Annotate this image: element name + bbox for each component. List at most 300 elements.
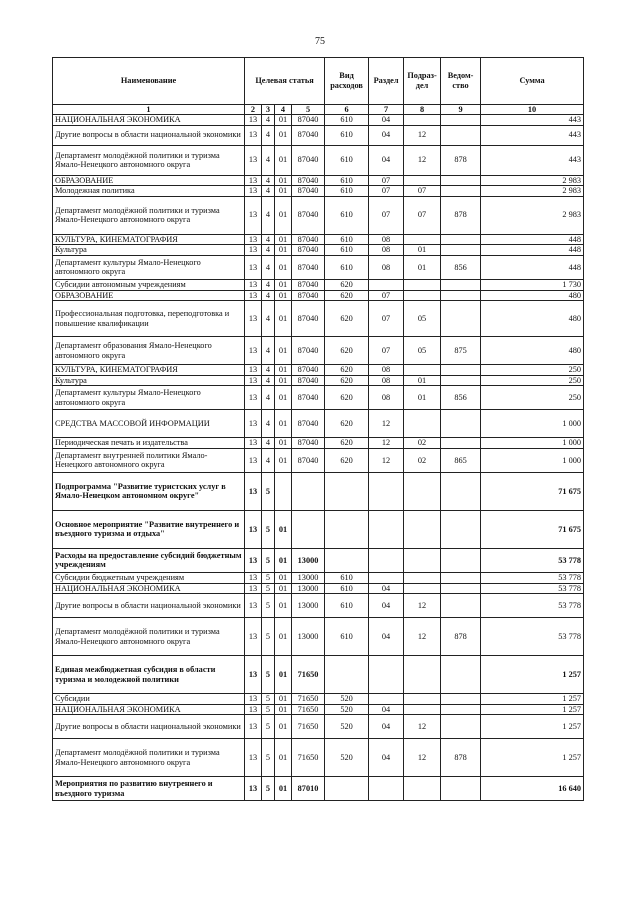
column-number: 4: [275, 105, 292, 115]
cell-name: Единая межбюджетная субсидия в области туризма и молодежной политики: [53, 656, 245, 694]
cell-name: Культура: [53, 375, 245, 386]
cell-name: Молодежная политика: [53, 186, 245, 197]
table-row: [53, 472, 584, 510]
table-row: [53, 125, 584, 145]
cell-section: 08: [369, 386, 404, 410]
cell-amount: 16 640: [481, 777, 584, 801]
cell-expense-type: 620: [325, 337, 369, 365]
cell-subsection: 05: [404, 301, 441, 337]
cell-target-2: 4: [262, 290, 275, 301]
cell-department: [441, 234, 481, 245]
cell-name: НАЦИОНАЛЬНАЯ ЭКОНОМИКА: [53, 704, 245, 715]
cell-subsection: [404, 410, 441, 438]
cell-target-3: 01: [275, 115, 292, 126]
cell-name: НАЦИОНАЛЬНАЯ ЭКОНОМИКА: [53, 115, 245, 126]
cell-target-2: 4: [262, 145, 275, 175]
cell-target-2: 4: [262, 410, 275, 438]
cell-target-2: 5: [262, 472, 275, 510]
cell-department: [441, 438, 481, 449]
budget-table: [52, 57, 584, 801]
cell-department: 878: [441, 739, 481, 777]
cell-target-1: 13: [245, 145, 262, 175]
cell-name: Другие вопросы в области национальной экономики: [53, 715, 245, 739]
cell-name: КУЛЬТУРА, КИНЕМАТОГРАФИЯ: [53, 234, 245, 245]
cell-target-2: 4: [262, 365, 275, 376]
cell-target-2: 4: [262, 115, 275, 126]
header-row: [53, 58, 584, 105]
cell-target-3: 01: [275, 777, 292, 801]
cell-department: 875: [441, 337, 481, 365]
cell-name: Департамент культуры Ямало-Ненецкого автономного округа: [53, 386, 245, 410]
table-row: [53, 594, 584, 618]
cell-department: [441, 301, 481, 337]
cell-expense-type: 610: [325, 115, 369, 126]
cell-section: 04: [369, 618, 404, 656]
cell-amount: 1 730: [481, 279, 584, 290]
cell-expense-type: [325, 656, 369, 694]
table-row: [53, 583, 584, 594]
cell-expense-type: 620: [325, 410, 369, 438]
cell-subsection: [404, 175, 441, 186]
cell-department: [441, 115, 481, 126]
column-number: 5: [292, 105, 325, 115]
cell-subsection: [404, 656, 441, 694]
cell-section: 12: [369, 410, 404, 438]
cell-expense-type: 620: [325, 375, 369, 386]
cell-target-4: 87040: [292, 365, 325, 376]
cell-amount: 250: [481, 375, 584, 386]
cell-department: [441, 245, 481, 256]
cell-target-4: 71650: [292, 715, 325, 739]
cell-target-4: 13000: [292, 594, 325, 618]
cell-target-1: 13: [245, 656, 262, 694]
cell-target-2: 5: [262, 715, 275, 739]
cell-section: [369, 777, 404, 801]
cell-target-1: 13: [245, 279, 262, 290]
cell-department: 856: [441, 255, 481, 279]
header-expense-type: Вид расходов: [325, 58, 369, 105]
cell-target-4: 87040: [292, 375, 325, 386]
cell-target-1: 13: [245, 337, 262, 365]
cell-section: [369, 510, 404, 548]
table-row: [53, 279, 584, 290]
cell-expense-type: 610: [325, 594, 369, 618]
cell-target-2: 4: [262, 375, 275, 386]
cell-amount: 443: [481, 125, 584, 145]
cell-expense-type: 610: [325, 186, 369, 197]
table-row: [53, 255, 584, 279]
cell-subsection: [404, 290, 441, 301]
cell-name: Периодическая печать и издательства: [53, 438, 245, 449]
cell-subsection: 07: [404, 186, 441, 197]
cell-section: 04: [369, 125, 404, 145]
column-number: 2: [245, 105, 262, 115]
cell-amount: 2 983: [481, 196, 584, 234]
cell-subsection: [404, 234, 441, 245]
cell-name: Департамент молодёжной политики и туризма Ямало-Ненецкого автономного округа: [53, 618, 245, 656]
cell-department: [441, 583, 481, 594]
cell-section: 04: [369, 594, 404, 618]
cell-subsection: 01: [404, 255, 441, 279]
cell-target-4: 87040: [292, 115, 325, 126]
cell-target-2: 5: [262, 572, 275, 583]
cell-section: [369, 694, 404, 705]
table-row: [53, 618, 584, 656]
cell-target-2: 5: [262, 618, 275, 656]
cell-target-4: 87040: [292, 125, 325, 145]
cell-department: [441, 290, 481, 301]
cell-target-4: [292, 472, 325, 510]
table-row: [53, 196, 584, 234]
cell-section: 12: [369, 448, 404, 472]
table-row: [53, 375, 584, 386]
cell-target-3: 01: [275, 125, 292, 145]
cell-target-1: 13: [245, 704, 262, 715]
cell-subsection: [404, 694, 441, 705]
cell-target-4: 87040: [292, 301, 325, 337]
cell-name: Департамент молодёжной политики и туризма Ямало-Ненецкого автономного округа: [53, 739, 245, 777]
cell-section: 08: [369, 375, 404, 386]
cell-amount: 448: [481, 255, 584, 279]
table-row: [53, 739, 584, 777]
cell-name: Мероприятия по развитию внутреннего и въездного туризма: [53, 777, 245, 801]
cell-target-2: 4: [262, 337, 275, 365]
cell-target-4: 87040: [292, 234, 325, 245]
cell-department: [441, 656, 481, 694]
column-number: 8: [404, 105, 441, 115]
table-row: [53, 656, 584, 694]
cell-target-3: 01: [275, 337, 292, 365]
cell-target-3: 01: [275, 704, 292, 715]
cell-name: Департамент молодёжной политики и туризма Ямало-Ненецкого автономного округа: [53, 196, 245, 234]
cell-target-2: 5: [262, 777, 275, 801]
cell-amount: 53 778: [481, 572, 584, 583]
cell-expense-type: 610: [325, 583, 369, 594]
cell-target-1: 13: [245, 365, 262, 376]
cell-amount: 1 257: [481, 715, 584, 739]
table-row: [53, 572, 584, 583]
cell-name: ОБРАЗОВАНИЕ: [53, 175, 245, 186]
table-row: [53, 145, 584, 175]
cell-target-3: 01: [275, 186, 292, 197]
cell-target-1: 13: [245, 290, 262, 301]
cell-section: 07: [369, 301, 404, 337]
cell-target-2: 4: [262, 245, 275, 256]
cell-expense-type: 620: [325, 438, 369, 449]
table-row: [53, 290, 584, 301]
header-amount: Сумма: [481, 58, 584, 105]
table-row: [53, 175, 584, 186]
cell-expense-type: 610: [325, 175, 369, 186]
cell-section: 12: [369, 438, 404, 449]
cell-target-2: 4: [262, 186, 275, 197]
column-number-row: [53, 105, 584, 115]
cell-section: 07: [369, 337, 404, 365]
cell-expense-type: 610: [325, 145, 369, 175]
cell-section: 08: [369, 255, 404, 279]
cell-target-4: 87040: [292, 145, 325, 175]
table-row: [53, 386, 584, 410]
cell-target-3: 01: [275, 448, 292, 472]
column-number: 7: [369, 105, 404, 115]
cell-subsection: [404, 572, 441, 583]
header-department: Ведом-ство: [441, 58, 481, 105]
cell-expense-type: 620: [325, 301, 369, 337]
cell-expense-type: 610: [325, 255, 369, 279]
cell-name: СРЕДСТВА МАССОВОЙ ИНФОРМАЦИИ: [53, 410, 245, 438]
cell-subsection: [404, 365, 441, 376]
cell-target-2: 5: [262, 704, 275, 715]
cell-amount: 2 983: [481, 186, 584, 197]
cell-target-1: 13: [245, 245, 262, 256]
cell-amount: 1 257: [481, 656, 584, 694]
cell-expense-type: 620: [325, 386, 369, 410]
table-row: [53, 448, 584, 472]
cell-target-4: 13000: [292, 572, 325, 583]
cell-target-2: 4: [262, 279, 275, 290]
cell-department: [441, 510, 481, 548]
cell-subsection: 12: [404, 125, 441, 145]
cell-expense-type: 520: [325, 694, 369, 705]
cell-target-1: 13: [245, 548, 262, 572]
cell-target-1: 13: [245, 694, 262, 705]
cell-subsection: [404, 472, 441, 510]
cell-subsection: 02: [404, 438, 441, 449]
cell-name: Профессиональная подготовка, переподготовка и повышение квалификации: [53, 301, 245, 337]
cell-target-3: 01: [275, 594, 292, 618]
cell-target-4: 87040: [292, 448, 325, 472]
table-row: [53, 234, 584, 245]
cell-section: 04: [369, 704, 404, 715]
cell-target-2: 4: [262, 438, 275, 449]
cell-target-4: 87040: [292, 337, 325, 365]
table-row: [53, 410, 584, 438]
cell-subsection: [404, 777, 441, 801]
cell-subsection: 05: [404, 337, 441, 365]
cell-section: [369, 572, 404, 583]
cell-target-2: 5: [262, 510, 275, 548]
table-row: [53, 186, 584, 197]
cell-section: 07: [369, 290, 404, 301]
cell-target-4: 87040: [292, 410, 325, 438]
cell-expense-type: 610: [325, 234, 369, 245]
column-number: 3: [262, 105, 275, 115]
cell-target-1: 13: [245, 438, 262, 449]
cell-department: [441, 186, 481, 197]
header-section: Раздел: [369, 58, 404, 105]
cell-target-4: 87040: [292, 386, 325, 410]
cell-name: Субсидии автономным учреждениям: [53, 279, 245, 290]
cell-target-2: 4: [262, 196, 275, 234]
cell-expense-type: 610: [325, 196, 369, 234]
cell-department: [441, 777, 481, 801]
cell-target-2: 4: [262, 448, 275, 472]
cell-name: Департамент молодёжной политики и туризма Ямало-Ненецкого автономного округа: [53, 145, 245, 175]
table-row: [53, 704, 584, 715]
cell-name: КУЛЬТУРА, КИНЕМАТОГРАФИЯ: [53, 365, 245, 376]
cell-target-3: 01: [275, 583, 292, 594]
cell-target-4: 87040: [292, 438, 325, 449]
cell-name: Подпрограмма "Развитие туристских услуг в Ямало-Ненецком автономном округе": [53, 472, 245, 510]
cell-subsection: [404, 115, 441, 126]
cell-target-3: 01: [275, 715, 292, 739]
cell-amount: 71 675: [481, 510, 584, 548]
cell-target-2: 4: [262, 234, 275, 245]
cell-department: [441, 410, 481, 438]
cell-subsection: [404, 548, 441, 572]
cell-expense-type: [325, 472, 369, 510]
column-number: 10: [481, 105, 584, 115]
cell-department: [441, 548, 481, 572]
cell-name: Департамент образования Ямало-Ненецкого автономного округа: [53, 337, 245, 365]
cell-amount: 2 983: [481, 175, 584, 186]
cell-target-3: 01: [275, 694, 292, 705]
cell-department: [441, 279, 481, 290]
cell-target-3: 01: [275, 301, 292, 337]
cell-target-4: 87040: [292, 255, 325, 279]
cell-target-1: 13: [245, 739, 262, 777]
cell-section: 07: [369, 196, 404, 234]
cell-section: 07: [369, 186, 404, 197]
cell-amount: 250: [481, 386, 584, 410]
cell-subsection: 02: [404, 448, 441, 472]
cell-department: [441, 594, 481, 618]
cell-amount: 53 778: [481, 583, 584, 594]
cell-amount: 1 000: [481, 410, 584, 438]
cell-amount: 1 257: [481, 739, 584, 777]
cell-expense-type: 610: [325, 245, 369, 256]
column-number: 6: [325, 105, 369, 115]
cell-target-3: 01: [275, 255, 292, 279]
cell-target-2: 5: [262, 656, 275, 694]
cell-subsection: 01: [404, 375, 441, 386]
column-number: 1: [53, 105, 245, 115]
cell-section: 08: [369, 245, 404, 256]
cell-target-3: 01: [275, 739, 292, 777]
cell-subsection: [404, 583, 441, 594]
cell-target-3: 01: [275, 656, 292, 694]
cell-department: [441, 704, 481, 715]
cell-amount: 53 778: [481, 548, 584, 572]
cell-target-3: 01: [275, 410, 292, 438]
cell-name: Основное мероприятие "Развитие внутреннего и въездного туризма и отдыха": [53, 510, 245, 548]
cell-target-3: 01: [275, 386, 292, 410]
cell-target-3: 01: [275, 196, 292, 234]
cell-target-3: 01: [275, 175, 292, 186]
cell-target-2: 4: [262, 386, 275, 410]
cell-subsection: 12: [404, 715, 441, 739]
cell-target-3: 01: [275, 618, 292, 656]
cell-target-4: 87040: [292, 175, 325, 186]
cell-name: Субсидии бюджетным учреждениям: [53, 572, 245, 583]
cell-target-1: 13: [245, 301, 262, 337]
cell-target-3: 01: [275, 375, 292, 386]
cell-expense-type: 520: [325, 739, 369, 777]
cell-section: 08: [369, 234, 404, 245]
cell-name: Расходы на предоставление субсидий бюджетным учреждениям: [53, 548, 245, 572]
cell-department: [441, 472, 481, 510]
cell-target-1: 13: [245, 510, 262, 548]
table-row: [53, 694, 584, 705]
cell-target-1: 13: [245, 572, 262, 583]
cell-target-1: 13: [245, 234, 262, 245]
cell-section: 04: [369, 715, 404, 739]
cell-amount: 1 000: [481, 438, 584, 449]
cell-target-4: 87040: [292, 186, 325, 197]
column-number: 9: [441, 105, 481, 115]
cell-target-1: 13: [245, 125, 262, 145]
cell-subsection: 01: [404, 245, 441, 256]
cell-expense-type: [325, 548, 369, 572]
cell-target-2: 5: [262, 583, 275, 594]
cell-department: [441, 125, 481, 145]
cell-target-1: 13: [245, 618, 262, 656]
cell-department: [441, 694, 481, 705]
cell-amount: 1 257: [481, 704, 584, 715]
cell-target-4: 71650: [292, 739, 325, 777]
cell-target-1: 13: [245, 186, 262, 197]
cell-department: 865: [441, 448, 481, 472]
cell-expense-type: 610: [325, 125, 369, 145]
cell-target-3: 01: [275, 548, 292, 572]
cell-target-3: 01: [275, 245, 292, 256]
cell-target-1: 13: [245, 448, 262, 472]
cell-target-4: 87040: [292, 290, 325, 301]
header-name: Наименование: [53, 58, 245, 105]
cell-section: [369, 279, 404, 290]
cell-target-4: 87010: [292, 777, 325, 801]
cell-target-4: 71650: [292, 694, 325, 705]
cell-target-3: 01: [275, 572, 292, 583]
cell-name: ОБРАЗОВАНИЕ: [53, 290, 245, 301]
cell-amount: 448: [481, 245, 584, 256]
cell-department: 878: [441, 145, 481, 175]
cell-target-1: 13: [245, 715, 262, 739]
cell-target-2: 5: [262, 739, 275, 777]
cell-subsection: [404, 704, 441, 715]
cell-target-2: 5: [262, 548, 275, 572]
cell-target-3: 01: [275, 510, 292, 548]
table-row: [53, 438, 584, 449]
cell-subsection: 01: [404, 386, 441, 410]
cell-section: 04: [369, 115, 404, 126]
cell-target-4: 87040: [292, 245, 325, 256]
cell-name: Другие вопросы в области национальной экономики: [53, 125, 245, 145]
cell-section: 07: [369, 175, 404, 186]
cell-subsection: [404, 279, 441, 290]
cell-department: 878: [441, 618, 481, 656]
cell-name: НАЦИОНАЛЬНАЯ ЭКОНОМИКА: [53, 583, 245, 594]
cell-target-4: 87040: [292, 196, 325, 234]
table-body: [53, 115, 584, 801]
cell-amount: 448: [481, 234, 584, 245]
table-row: [53, 365, 584, 376]
cell-target-1: 13: [245, 594, 262, 618]
cell-department: [441, 175, 481, 186]
cell-target-3: 01: [275, 145, 292, 175]
cell-target-1: 13: [245, 583, 262, 594]
cell-target-3: 01: [275, 234, 292, 245]
cell-amount: 71 675: [481, 472, 584, 510]
cell-department: [441, 375, 481, 386]
cell-section: 04: [369, 145, 404, 175]
cell-expense-type: 610: [325, 572, 369, 583]
cell-target-1: 13: [245, 410, 262, 438]
cell-department: 878: [441, 196, 481, 234]
cell-subsection: 12: [404, 739, 441, 777]
cell-target-4: 71650: [292, 704, 325, 715]
cell-department: [441, 715, 481, 739]
